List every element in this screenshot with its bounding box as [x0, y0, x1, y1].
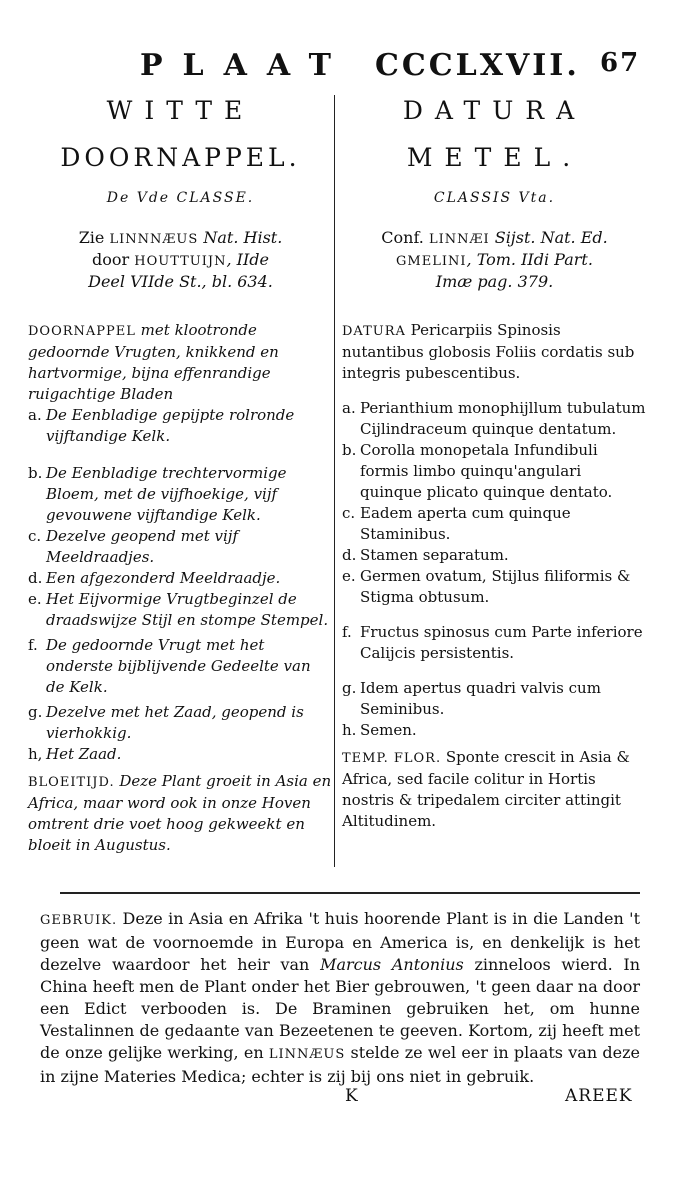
entry-text: Eadem aperta cum quinque Staminibus.	[360, 504, 571, 543]
dutch-figure-list	[28, 405, 333, 765]
dutch-name-line1: WITTE	[106, 96, 255, 125]
latin-name-line1: DATURA	[402, 96, 587, 125]
latin-column	[342, 92, 647, 832]
entry-text: Fructus spinosus cum Parte inferiore Calijcis persistentis.	[360, 623, 643, 662]
figure-entry	[342, 678, 647, 720]
plate-number: CCCLXVII.	[375, 48, 580, 83]
latin-flowering-time	[342, 747, 647, 832]
entry-text: Germen ovatum, Stijlus filiformis & Stigma obtusum.	[360, 567, 631, 606]
figure-entry	[28, 635, 333, 698]
figure-entry	[28, 526, 333, 568]
latin-reference	[342, 228, 647, 292]
ref-volume: , Tom. IIdi Part.	[466, 250, 593, 269]
dutch-description	[28, 320, 333, 405]
description-term: DATURA	[342, 324, 406, 339]
usage-text: Deze in Asia en Afrika 't huis hoorende Plant is in die Landen 't geen wat de voornoemde in Europa en America is, en denkelijk is het dezelve waardoor het heir van	[40, 909, 640, 974]
entry-text: De Eenbladige gepijpte rolronde vijftandige Kelk.	[46, 406, 295, 445]
usage-label: GEBRUIK.	[40, 913, 118, 928]
ref-author: HOUTTUIJN	[134, 254, 227, 269]
entry-text: Idem apertus quadri valvis cum Seminibus.	[360, 679, 601, 718]
dutch-flowering-time	[28, 771, 333, 856]
usage-author: LINNÆUS	[268, 1047, 346, 1062]
ref-editor: GMELINI	[396, 254, 467, 269]
usage-text: zinneloos wierd. In China heeft men de Plant onder het Bier gebrouwen, 't geen daar na door een Edict verbooden is. De Braminen gebruiken het, om hunne Vestalinnen de gedaante van Bezeetenen te geeven. Kortom, zij heeft met de onze gelijke werking, en	[40, 955, 640, 1062]
usage-paragraph	[40, 908, 640, 1088]
figure-entry	[28, 463, 333, 526]
description-text: met klootronde gedoornde Vrugten, knikkend en hartvormige, bijna effenrandige ruigachtige Bladen	[28, 321, 279, 403]
entry-label: a.	[28, 406, 42, 424]
entry-label: b.	[342, 441, 357, 459]
latin-figure-list	[342, 398, 647, 741]
flowering-text: Deze Plant groeit in Asia en Africa, maar word ook in onze Hoven omtrent drie voet hoog gekweekt en bloeit in Augustus.	[28, 772, 332, 854]
dutch-class: De Vde CLASSE.	[106, 190, 255, 206]
page-number: 67	[600, 48, 641, 78]
entry-label: c.	[28, 527, 42, 545]
entry-label: g.	[342, 679, 357, 697]
figure-entry	[342, 440, 647, 503]
description-text: Pericarpiis Spinosis nutantibus globosis Foliis cordatis sub integris pubescentibus.	[342, 321, 635, 382]
entry-label: f.	[342, 623, 352, 641]
catchword: AREEK	[565, 1086, 633, 1106]
figure-entry	[28, 702, 333, 744]
figure-entry	[342, 720, 647, 741]
flowering-text: Sponte crescit in Asia & Africa, sed facile colitur in Hortis nostris & tripedalem circiter attingit Altitudinem.	[342, 748, 630, 830]
description-term: DOORNAPPEL	[28, 324, 136, 339]
figure-entry	[28, 568, 333, 589]
figure-entry	[342, 566, 647, 608]
entry-label: g.	[28, 703, 43, 721]
dutch-column	[28, 92, 333, 856]
entry-text: Dezelve geopend met vijf Meeldraadjes.	[46, 527, 238, 566]
ref-author: LINNÆI	[428, 232, 490, 247]
entry-text: Stamen separatum.	[360, 546, 509, 564]
figure-entry	[342, 398, 647, 440]
entry-label: a.	[342, 399, 356, 417]
entry-text: Perianthium monophijllum tubulatum Cijlindraceum quinque dentatum.	[360, 399, 646, 438]
figure-entry	[342, 545, 647, 566]
flowering-label: TEMP. FLOR.	[342, 751, 442, 766]
figure-entry	[28, 744, 333, 765]
entry-label: c.	[342, 504, 356, 522]
usage-name: Marcus Antonius	[320, 955, 464, 974]
latin-description	[342, 320, 647, 384]
latin-name-line2: METEL.	[406, 143, 583, 172]
entry-text: De gedoornde Vrugt met het onderste bijblijvende Gedeelte van de Kelk.	[46, 636, 311, 696]
figure-entry	[28, 589, 333, 631]
signature-mark: K	[345, 1086, 359, 1106]
entry-label: h.	[342, 721, 357, 739]
ref-text: Conf.	[381, 228, 429, 247]
entry-text: Het Eijvormige Vrugtbeginzel de draadswijze Stijl en stompe Stempel.	[46, 590, 329, 629]
entry-text: Een afgezonderd Meeldraadje.	[46, 569, 281, 587]
figure-entry	[342, 503, 647, 545]
entry-label: d.	[342, 546, 357, 564]
section-divider	[60, 892, 640, 894]
latin-class: CLASSIS Vta.	[433, 190, 556, 206]
entry-text: Het Zaad.	[46, 745, 122, 763]
entry-label: e.	[28, 590, 42, 608]
usage-text: stelde ze wel eer in plaats van deze in zijne Materies Medica; echter is zij bij ons niet in gebruik.	[40, 1043, 641, 1086]
ref-volume: , IIde	[226, 250, 269, 269]
ref-page: Deel VIIde St., bl. 634.	[88, 272, 273, 291]
dutch-name-line2: DOORNAPPEL.	[60, 143, 301, 172]
entry-label: e.	[342, 567, 356, 585]
ref-text: door	[92, 250, 135, 269]
dutch-reference	[28, 228, 333, 292]
figure-entry	[28, 405, 333, 447]
ref-text: Zie	[78, 228, 110, 247]
entry-label: f.	[28, 636, 38, 654]
entry-label: d.	[28, 569, 43, 587]
plate-word: PLAAT	[140, 48, 351, 83]
entry-label: b.	[28, 464, 43, 482]
flowering-label: BLOEITIJD.	[28, 775, 115, 790]
figure-entry	[342, 622, 647, 664]
entry-text: De Eenbladige trechtervormige Bloem, met de vijfhoekige, vijf gevouwene vijftandige Kelk.	[46, 464, 287, 524]
column-divider	[334, 95, 335, 867]
ref-work: Sijst. Nat. Ed.	[489, 228, 608, 247]
ref-work: Nat. Hist.	[198, 228, 283, 247]
entry-text: Semen.	[360, 721, 417, 739]
entry-text: Corolla monopetala Infundibuli formis limbo quinqu'angulari quinque plicato quinque dentato.	[360, 441, 613, 501]
entry-text: Dezelve met het Zaad, geopend is vierhokkig.	[46, 703, 304, 742]
ref-author: LINNNÆUS	[109, 232, 199, 247]
entry-label: h,	[28, 745, 43, 763]
ref-page: Imæ pag. 379.	[435, 272, 554, 291]
